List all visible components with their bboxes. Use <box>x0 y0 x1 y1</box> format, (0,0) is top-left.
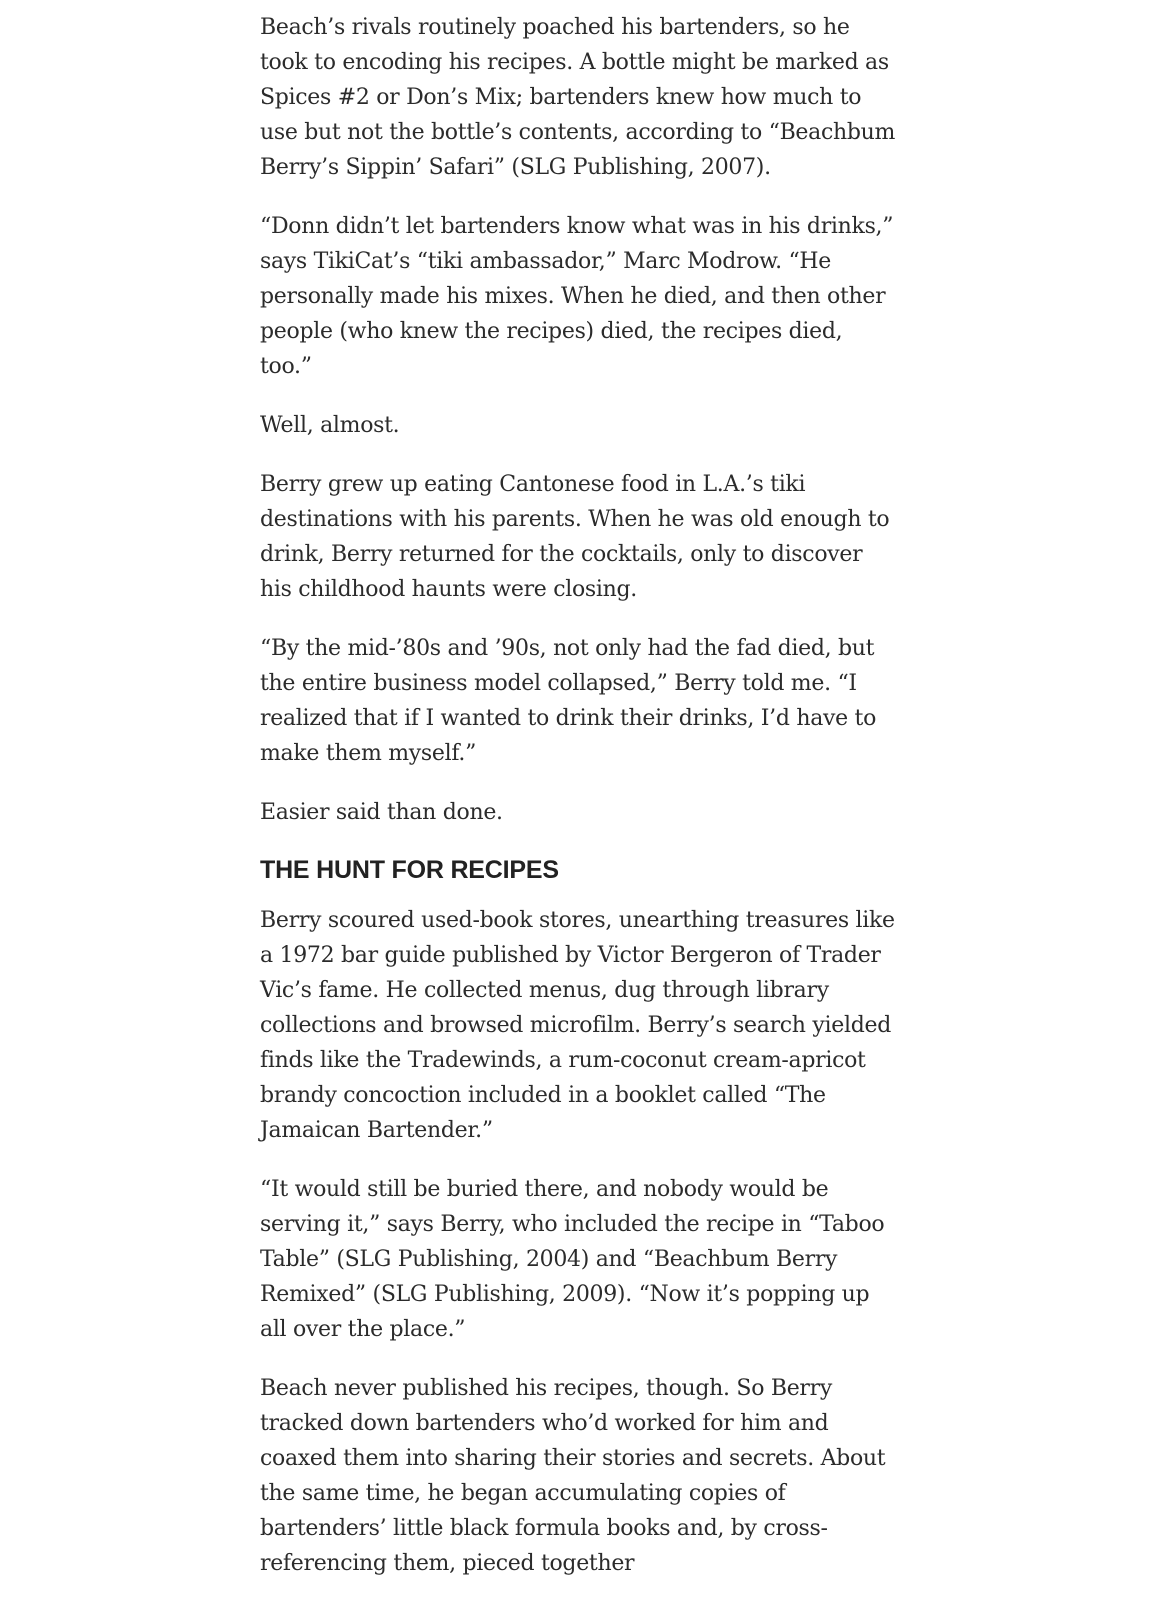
paragraph-black-books: Beach never published his recipes, though. So Berry tracked down bartenders who’d worked for him and coaxed them into sharing their stories and secrets. About the same time, he began accumulating copies of bartenders’ little black formula books and, by cross-referencing them, pieced together <box>260 1376 886 1576</box>
paragraph-well-almost: Well, almost. <box>260 413 400 438</box>
paragraph-book-search: Berry scoured used-book stores, unearthing treasures like a 1972 bar guide published by Victor Bergeron of Trader Vic’s fame. He collected menus, dug through library collections and browsed microfilm. Berry’s search yielded finds like the Tradewinds, a rum-coconut cream-apricot brandy concoction included in a booklet called “The Jamaican Bartender.” <box>260 908 895 1143</box>
paragraph-tradewinds-quote: “It would still be buried there, and nobody would be serving it,” says Berry, who included the recipe in “Taboo Table” (SLG Publishing, 2004) and “Beachbum Berry Remixed” (SLG Publishing, 2009). “Now it’s popping up all over the place.” <box>260 1177 885 1342</box>
paragraph-business-collapsed: “By the mid-’80s and ’90s, not only had the fad died, but the entire business model collapsed,” Berry told me. “I realized that if I wanted to drink their drinks, I’d have to make them myself.” <box>260 636 877 766</box>
section-heading: THE HUNT FOR RECIPES <box>260 856 559 884</box>
paragraph-modrow-quote: “Donn didn’t let bartenders know what was in his drinks,” says TikiCat’s “tiki ambassador,” Marc Modrow. “He personally made his mixes. When he died, and then other people (who knew the recipes) died, the recipes died, too.” <box>260 214 894 379</box>
paragraph-berry-childhood: Berry grew up eating Cantonese food in L.A.’s tiki destinations with his parents. When he was old enough to drink, Berry returned for the cocktails, only to discover his childhood haunts were closing. <box>260 472 890 602</box>
paragraph-easier-said: Easier said than done. <box>260 800 503 825</box>
paragraph-encoded-recipes: Beach’s rivals routinely poached his bartenders, so he took to encoding his recipes. A bottle might be marked as Spices #2 or Don’s Mix; bartenders knew how much to use but not the bottle’s contents, according to “Beachbum Berry’s Sippin’ Safari” (SLG Publishing, 2007). <box>260 15 896 180</box>
article-body <box>260 10 900 1605</box>
